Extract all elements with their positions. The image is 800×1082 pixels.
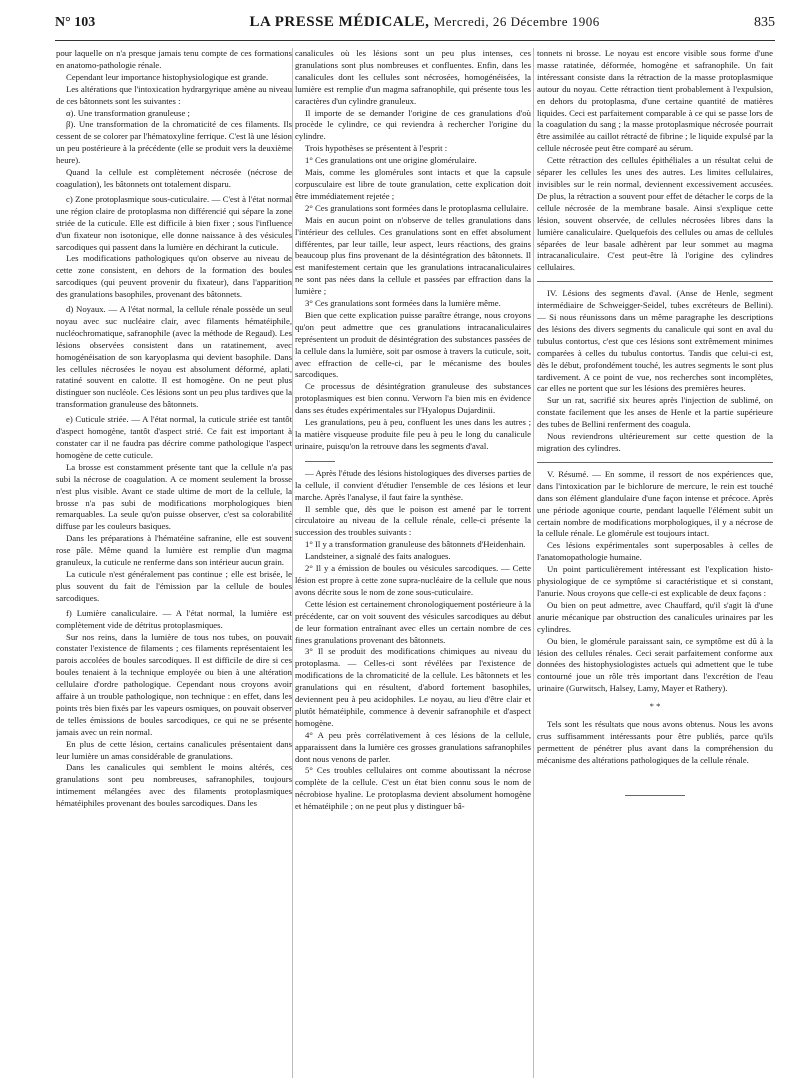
paragraph: Les granulations, peu à peu, confluent les unes dans les autres ; la matière visqueuse produite file peu à peu le long du canalicule urinaire, puisqu'on la retrouve dans les segments d'aval. xyxy=(295,417,531,451)
paragraph: — Après l'étude des lésions histologiques des diverses parties de la cellule, il convient d'étudier l'ensemble de ces lésions et leur marche. Après l'analyse, il faut faire la synthèse. xyxy=(295,467,531,502)
paragraph: Cette lésion est certainement chronologiquement postérieure à la précédente, car on voit souvent des vésicules sarcodiques au début de leur formation entraînant avec elles un certain nombre de ces fines granulations provenant des bâtonnets. xyxy=(295,598,531,645)
paragraph: Landsteiner, a signalé des faits analogues. xyxy=(305,551,451,562)
journal-masthead xyxy=(249,14,599,31)
paragraph: Cette rétraction des cellules épithéliales a un résultat celui de séparer les cellules les unes des autres. Les limites cellulaires, invisibles sur le rein normal, deviennent excessivement accusées. De plus, la rétraction a souvent pour effet de détacher le corps de la cellule nécrosée de la membrane basale. Ainsi s'explique cette lésion, souvent observée, de cellules nécrosées libres dans la lumière canaliculaire. Quelquefois des cellules ou amas de cellules séparées de leur basale adhèrent par leur sommet au magma intracanaliculaire. C'est peut-être là l'origine des cylindres cellulaires. xyxy=(537,155,773,273)
section-d-paragraph: d) Noyaux. — A l'état normal, la cellule rénale possède un seul noyau avec suc nucléaire clair, avec filaments hématéiphile, nucléochromatique, safranophile (avec la méthode de Regaud). Les lésions observées consistent dans un ratatinement, avec homogénéisation de son karyoplasma qui devient basophile. Dans les cellules nécrosées le noyau est absolument déformé, aplati, ratatiné souvent en calotte. Il est homogène. On ne peut plus distinguer son nucléole. Ces lésions sont un peu plus tardives que la transformation granuleuse des bâtonnets. xyxy=(56,304,292,410)
paragraph: En plus de cette lésion, certains canalicules présentaient dans leur lumière un amas considérable de granulations. xyxy=(56,738,292,761)
paragraph: Cependant leur importance histophysiologique est grande. xyxy=(66,71,269,82)
paragraph: La brosse est constamment présente tant que la cellule n'a pas subi la nécrose de coagulation. A ce moment seulement la brosse n'est plus visible. Avant ce stade ultime de mort de la cellule, la brosse n'a pas subi de modifications morphologiques bien remarquables. La seule qu'on puisse observer, c'est sa colorabilité diffuse par les couleurs basiques. xyxy=(56,461,292,532)
paragraph: canalicules où les lésions sont un peu plus intenses, ces granulations sont plus nombreuses et confluentes. Enfin, dans les canalicules dont les cellules sont nécrosées, homogénéisées, la lumière est remplie d'un magma safranophile, qui présente tous les caractères d'un cylindre granuleux. xyxy=(295,48,531,106)
paragraph: 3° Ces granulations sont formées dans la lumière même. xyxy=(305,298,501,309)
section-divider xyxy=(537,281,773,282)
section-c-paragraph: c) Zone protoplasmique sous-cuticulaire. — C'est à l'état normal une région claire de protoplasma non différencié qui sépare la zone striée de la cuticule. Elle est difficile à bien fixer ; sous l'influence d'un fixateur non isotonique, elle donne naissance à des vésicules sarcodiques qui passent dans la lumière en déchirant la cuticule. xyxy=(56,193,292,252)
section-f-paragraph: f) Lumière canaliculaire. — A l'état normal, la lumière est complètement vide de détritus protoplasmiques. xyxy=(56,607,292,630)
page-header xyxy=(55,14,775,38)
paragraph: Nous reviendrons ultérieurement sur cette question de la migration des cylindres. xyxy=(537,431,773,453)
paragraph: Quand la cellule est complètement nécrosée (nécrose de coagulation), les bâtonnets ont totalement disparu. xyxy=(56,167,292,189)
paragraph: 2° Ces granulations sont formées dans le protoplasma cellulaire. xyxy=(305,202,529,213)
paragraph: 2° Il y a émission de boules ou vésicules sarcodiques. — Cette lésion est propre à cette zone supra-nucléaire de la cellule que nous avons décrite sous le nom de zone sous-cuticulaire. xyxy=(295,563,531,597)
paragraph: 1° Il y a transformation granuleuse des bâtonnets d'Heidenhain. xyxy=(305,539,526,550)
paragraph: pour laquelle on n'a presque jamais tenu compte de ces formations en anatomo-pathologie rénale. xyxy=(56,48,292,70)
column-separator xyxy=(533,48,534,1078)
paragraph: Tels sont les résultats que nous avons obtenus. Nous les avons crus suffisamment intéressants pour être publiés, parce qu'ils permettent de pénétrer plus avant dans la compréhension du mécanisme des altérations pathologiques de la cellule rénale. xyxy=(537,719,773,765)
paragraph: tonnets ni brosse. Le noyau est encore visible sous forme d'une masse ratatinée, déformée, homogène et safranophile. Un fait intéressant consiste dans la rétraction de la masse protoplasmique autour du noyau. Cette rétraction tient probablement à l'expulsion, en dehors du protoplasma, d'une certaine quantité de matières liquides. Ceci est parfaitement comparable à ce qui se passe lors de la coagulation du sang ; la masse protoplasmique nécrosée pourrait être assimilée au caillot rétracté de fibrine ; le liquide expulsé par la cellule nécrosée peut être comparé au sérum. xyxy=(537,48,773,154)
paragraph: 1° Ces granulations ont une origine glomérulaire. xyxy=(305,155,477,166)
journal-title: LA PRESSE MÉDICALE, xyxy=(249,14,430,30)
paragraph: 4° A peu près corrélativement à ces lésions de la cellule, apparaissent dans la lumière ces grosses granulations safranophiles dont nous venons de parler. xyxy=(295,729,531,764)
paragraph: Les modifications pathologiques qu'on observe au niveau de cette zone consistent, en dehors de la formation des boules sarcodiques (qui peuvent provenir du fixateur), dans l'apparition des granulations basophiles, provenant des bâtonnets. xyxy=(56,253,292,300)
asterism: * * xyxy=(649,701,661,712)
paragraph: 3° Il se produit des modifications chimiques au niveau du protoplasma. — Celles-ci sont révélées par l'existence de modifications de la chromaticité de la cellule. Les bâtonnets et les granulations qui en résultent, d'abord fortement basophiles, deviennent peu à peu acidophiles. Le noyau, au lieu d'être clair et plutôt hématéiphile, commence à devenir safranophile et d'aspect homogène. xyxy=(295,646,531,728)
section-e-paragraph: e) Cuticule striée. — A l'état normal, la cuticule striée est tantôt d'aspect homogène, tantôt d'aspect strié. Ce fait est important à constater car il ne faudra pas décrire comme pathologique l'aspect homogène de cette cuticule. xyxy=(56,414,292,460)
text-column-2 xyxy=(295,48,531,1078)
issue-number: N° 103 xyxy=(55,15,96,30)
paragraph: Ce processus de désintégration granuleuse des substances protoplasmiques est bien connu. Verworn l'a bien mis en évidence dans ses études expérimentales sur l'Hyalopus Dujardinii. xyxy=(295,381,531,416)
text-column-3 xyxy=(537,48,773,1078)
paragraph: Trois hypothèses se présentent à l'esprit : xyxy=(305,143,448,154)
text-column-1 xyxy=(56,48,292,1078)
paragraph: 5° Ces troubles cellulaires ont comme aboutissant la nécrose complète de la cellule. C'est un état bien connu sous le nom de nécrobiose hyaline. Le protoplasma devient absolument homogène et hématéiphile ; on ne peut plus y distinguer bâ- xyxy=(295,765,531,812)
paragraph: La cuticule n'est généralement pas continue ; elle est brisée, le plus souvent du fait de l'émission par la cellule de boules sarcodiques. xyxy=(56,568,292,603)
section-v-paragraph: V. Résumé. — En somme, il ressort de nos expériences que, dans l'intoxication par le bichlorure de mercure, le rein est touché dans son élément glandulaire d'une façon intense et précoce. Après une période agonique courte, pendant laquelle l'élément subit un certain nombre de modifications morphologiques, il y a nécrose de la cellule rénale. Le glomérule est toujours intact. xyxy=(537,468,773,539)
paragraph: Dans les canalicules qui semblent le moins altérés, ces granulations sont peu nombreuses, safranophiles, toujours intimement mélangées avec des filaments protoplasmiques hématéiphiles provenant des boules sarcodiques. Dans les xyxy=(56,762,292,809)
paragraph: β). Une transformation de la chromaticité de ces filaments. Ils cessent de se colorer par l'hématoxyline ferrique. C'est là une lésion un peu postérieure à la précédente (elle se produit vers la deuxième heure). xyxy=(56,119,292,166)
column-separator xyxy=(292,48,293,1078)
paragraph: Sur un rat, sacrifié six heures après l'injection de sublimé, on constate facilement que les anses de Henle et la partie supérieure des tubes de Bellini renferment des coagula. xyxy=(537,395,773,430)
section-divider xyxy=(305,461,335,462)
paragraph: Mais en aucun point on n'observe de telles granulations dans l'intérieur des cellules. Ces granulations sont en effet absolument différentes, par leur taille, leur aspect, leurs réactions, des grains beaucoup plus fins provenant de la désintégration des bâtonnets. Il est manifestement certain que les granulations intracanaliculaires ne sont pas nées dans la cellule et passées par effraction dans la lumière ; xyxy=(295,214,531,297)
paragraph: Ou bien on peut admettre, avec Chauffard, qu'il s'agit là d'une anurie mécanique par obstruction des canalicules urinaires par les cylindres. xyxy=(537,599,773,634)
section-divider xyxy=(537,462,773,463)
paragraph: Sur nos reins, dans la lumière de tous nos tubes, on pouvait constater l'existence de filaments ; ces filaments représentaient les parois accolées de boules sarcodiques. Il est difficile de dire si ces boules tenaient à la technique employée ou bien à une altération cellulaire d'ordre pathologique. Cependant nous croyons avoir affaire à un trouble pathologique, non technique : en effet, dans les points très bien fixés par les vapeurs osmiques, on pouvait observer de telles émissions de boules sarcodiques, ce qui ne se présente jamais avec un rein normal. xyxy=(56,631,292,737)
paragraph: Ces lésions expérimentales sont superposables à celles de l'anatomopathologie humaine. xyxy=(537,540,773,563)
end-rule xyxy=(625,795,685,796)
section-iv-paragraph: IV. Lésions des segments d'aval. (Anse de Henle, segment intermédiaire de Schweigger-Seidel, tubes excréteurs de Bellini). — Si nous réunissons dans un même paragraphe les descriptions des lésions des divers segments du canalicule qui sont en aval du tubulus contortus, c'est que ces lésions sont extrêmement minimes comparées à celles du tubulus contortus. Tandis que celui-ci est, dès le début, profondément touché, les autres segments le sont plus tardivement. A ce point de vue, nos recherches sont incomplètes, car elles ne portent que sur les lésions des premières heures. xyxy=(537,288,773,394)
paragraph: Ou bien, le glomérule paraissant sain, ce symptôme est dû à la lésion des cellules rénales. Ceci serait parfaitement conforme aux données des histophysiologistes actuels qui admettent que le tube contourné joue un rôle très important dans l'excrétion de l'eau urinaire (Gurwitsch, Halsey, Lamy, Mayer et Rathery). xyxy=(537,635,773,694)
header-rule xyxy=(55,40,775,41)
paragraph: Dans les préparations à l'hématéine safranine, elle est souvent rose pâle. Même quand la lumière est remplie d'un magma granuleux, la cuticule ne renferme dans son intérieur aucun grain. xyxy=(56,533,292,568)
paragraph: Un point particulièrement intéressant est l'explication histo-physiologique de ce symptôme si caractéristique et si constant, l'anurie. Nous croyons que celle-ci est explicable de deux façons : xyxy=(537,564,773,598)
page-number: 835 xyxy=(754,15,775,30)
paragraph: Les altérations que l'intoxication hydrargyrique amène au niveau de ces bâtonnets sont les suivantes : xyxy=(56,83,292,106)
paragraph: α). Une transformation granuleuse ; xyxy=(66,107,190,118)
issue-date: Mercredi, 26 Décembre 1906 xyxy=(433,14,600,29)
paragraph: Il importe de se demander l'origine de ces granulations d'où procède le cylindre, ce qui reviendra à rechercher l'origine du cylindre. xyxy=(295,107,531,142)
paragraph: Mais, comme les glomérules sont intacts et que la capsule corpusculaire est libre de toute granulation, cette explication doit être immédiatement rejetée ; xyxy=(295,167,531,201)
paragraph: Il semble que, dès que le poison est amené par le torrent circulatoire au niveau de la cellule rénale, celle-ci présente la succession des troubles suivants : xyxy=(295,503,531,538)
paragraph: Bien que cette explication puisse paraître étrange, nous croyons qu'on peut admettre que ces granulations intracanaliculaires représentent un produit de désintégration des substances passées de la cellule dans la lumière, soit par osmose à travers la cuticule, soit, avec effraction de celle-ci, par le mécanisme des boules sarcodiques. xyxy=(295,309,531,380)
